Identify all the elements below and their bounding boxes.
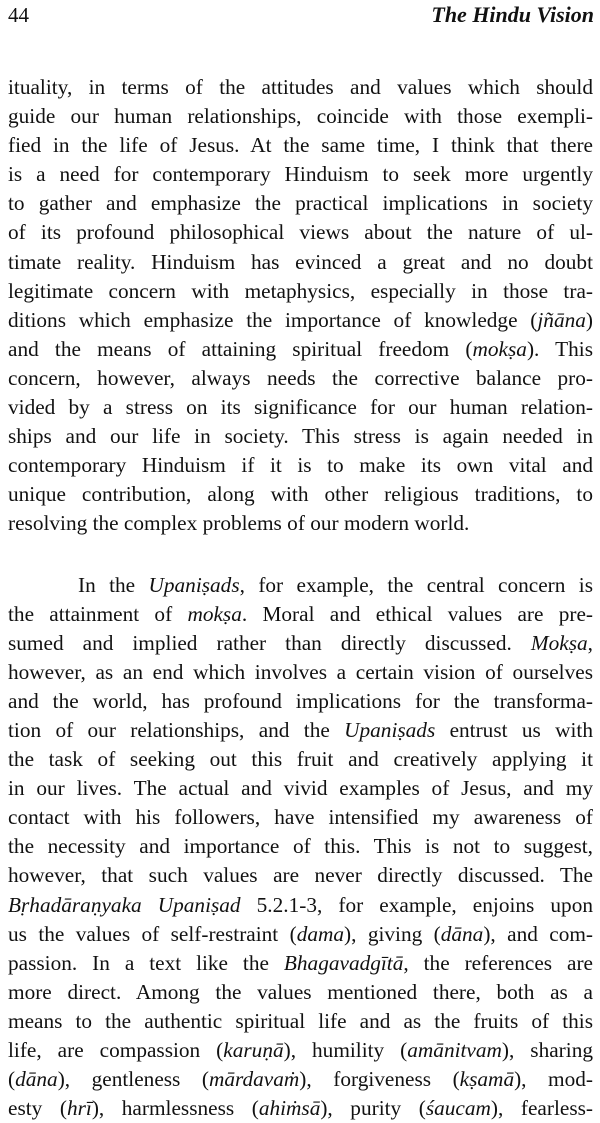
text-line: however, as an end which involves a certain vision of ourselves (8, 658, 593, 687)
italic-term: Upaniṣads (344, 718, 435, 742)
paragraph-gap (8, 539, 593, 571)
text-line: vided by a stress on its significance for our human relation- (8, 393, 593, 422)
text-line: us the values of self-restraint (dama), giving (dāna), and com- (8, 920, 593, 949)
text-line: ituality, in terms of the attitudes and values which should (8, 73, 593, 102)
text-line: Bṛhadāraṇyaka Upaniṣad 5.2.1-3, for example, enjoins upon (8, 891, 593, 920)
text-line: the task of seeking out this fruit and creatively applying it (8, 745, 593, 774)
text-line: is a need for contemporary Hinduism to seek more urgently (8, 160, 593, 189)
italic-term: Bhagavadgītā (284, 951, 403, 975)
text-line: legitimate concern with metaphysics, especially in those tra- (8, 277, 593, 306)
text-line: guide our human relationships, coincide with those exempli- (8, 102, 593, 131)
page-header (8, 2, 594, 32)
italic-term: mokṣa (187, 602, 241, 626)
italic-term: karuṇā (223, 1038, 283, 1062)
text-line: In the Upaniṣads, for example, the central concern is (8, 571, 593, 600)
text-line: the necessity and importance of this. This is not to suggest, (8, 832, 593, 861)
italic-term: ahiṁsā (259, 1096, 321, 1120)
text-line: life, are compassion (karuṇā), humility (amānitvam), sharing (8, 1036, 593, 1065)
text-line: of its profound philosophical views about the nature of ul- (8, 218, 593, 247)
page-number: 44 (8, 3, 29, 28)
italic-term: śaucam (426, 1096, 491, 1120)
text-line: however, that such values are never directly discussed. The (8, 861, 593, 890)
text-line: means to the authentic spiritual life and as the fruits of this (8, 1007, 593, 1036)
italic-term: Bṛhadāraṇyaka Upaniṣad (8, 893, 241, 917)
text-line: fied in the life of Jesus. At the same time, I think that there (8, 131, 593, 160)
text-line: ships and our life in society. This stress is again needed in (8, 422, 593, 451)
text-line: contact with his followers, have intensified my awareness of (8, 803, 593, 832)
text-line: the attainment of mokṣa. Moral and ethical values are pre- (8, 600, 593, 629)
italic-term: hrī (67, 1096, 92, 1120)
italic-term: dāna (441, 922, 484, 946)
text-line: and the means of attaining spiritual freedom (mokṣa). This (8, 335, 593, 364)
italic-term: dāna (15, 1067, 58, 1091)
italic-term: jñāna (537, 308, 586, 332)
text-line: in our lives. The actual and vivid examples of Jesus, and my (8, 774, 593, 803)
italic-term: kṣamā (460, 1067, 514, 1091)
italic-term: Mokṣa (531, 631, 588, 655)
italic-term: dama (297, 922, 344, 946)
paragraph-1 (8, 73, 593, 539)
text-line: tion of our relationships, and the Upaniṣads entrust us with (8, 716, 593, 745)
text-line: contemporary Hinduism if it is to make its own vital and (8, 451, 593, 480)
paragraph-2 (8, 571, 593, 1123)
text-line: and the world, has profound implications for the transforma- (8, 687, 593, 716)
text-line: unique contribution, along with other religious traditions, to (8, 480, 593, 509)
text-line: esty (hrī), harmlessness (ahiṁsā), purity (śaucam), fearless- (8, 1094, 593, 1123)
text-line: concern, however, always needs the corrective balance pro- (8, 364, 593, 393)
text-line: (dāna), gentleness (mārdavaṁ), forgiveness (kṣamā), mod- (8, 1065, 593, 1094)
italic-term: mokṣa (473, 337, 527, 361)
text-line: to gather and emphasize the practical implications in society (8, 189, 593, 218)
page-body (8, 73, 593, 1123)
text-line: more direct. Among the values mentioned there, both as a (8, 978, 593, 1007)
running-title: The Hindu Vision (431, 2, 594, 28)
italic-term: Upaniṣads (149, 573, 240, 597)
italic-term: mārdavaṁ (209, 1067, 299, 1091)
italic-term: amānitvam (407, 1038, 502, 1062)
text-line: timate reality. Hinduism has evinced a great and no doubt (8, 248, 593, 277)
text-line: passion. In a text like the Bhagavadgītā, the references are (8, 949, 593, 978)
text-line: ditions which emphasize the importance of knowledge (jñāna) (8, 306, 593, 335)
text-line: sumed and implied rather than directly discussed. Mokṣa, (8, 629, 593, 658)
text-line: resolving the complex problems of our modern world. (8, 509, 593, 538)
